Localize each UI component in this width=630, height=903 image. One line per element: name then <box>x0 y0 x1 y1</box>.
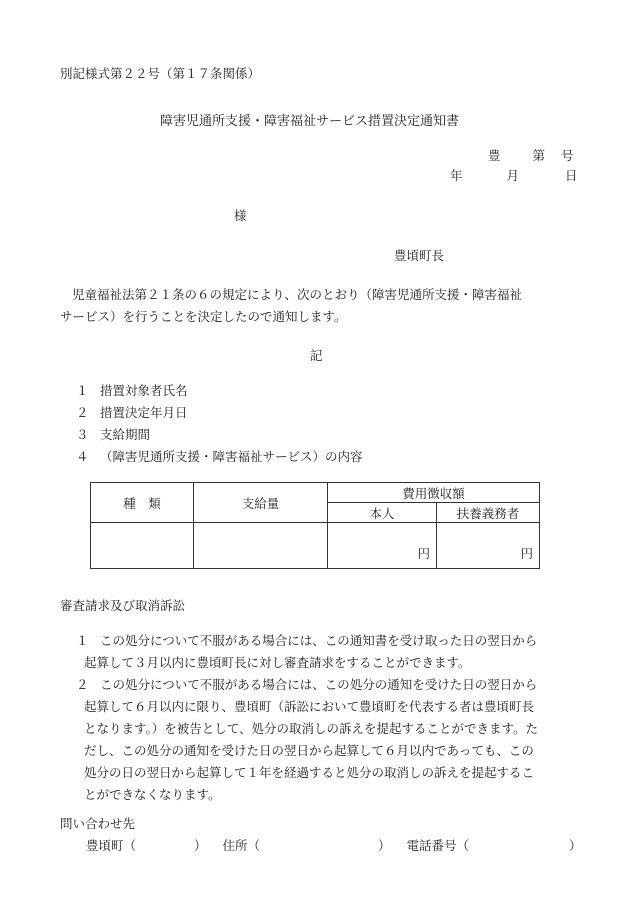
contact-phone-close: ） <box>569 838 582 853</box>
item-text: 支給期間 <box>100 427 151 442</box>
cell-guardian: 円 <box>437 523 540 569</box>
item-number: ２ <box>76 405 89 420</box>
list-item <box>76 380 576 402</box>
contact-town: 豊頃町（ <box>86 838 137 853</box>
list-item <box>76 424 576 446</box>
contact-address: 住所（ <box>222 838 261 853</box>
form-number: 別記様式第２２号（第１７条関係） <box>60 66 261 81</box>
contact-phone: 電話番号（ <box>406 838 470 853</box>
document-number <box>488 146 574 164</box>
appeal-heading: 審査請求及び取消訴訟 <box>60 598 186 613</box>
appeal-line: この処分について不服がある場合には、この通知書を受け取った日の翌日から <box>100 633 538 648</box>
document-title: 障害児通所支援・障害福祉サービス措置決定通知書 <box>160 114 460 129</box>
table-row <box>91 523 540 569</box>
appeal-line: 起算して３月以内に豊頃町長に対し審査請求をすることができます。 <box>84 655 471 670</box>
ki-heading: 記 <box>310 348 323 363</box>
body-line-2: サービス）を行うことを決定したので通知します。 <box>60 309 347 324</box>
appeal-line: 処分の日の翌日から起算して１年を経過すると処分の取消しの訴えを提起するこ <box>84 765 535 780</box>
fee-table <box>90 482 540 569</box>
list-item <box>76 402 576 424</box>
item-text: 措置決定年月日 <box>100 405 188 420</box>
addressee-suffix: 様 <box>234 208 247 223</box>
appeal-item-2 <box>60 674 580 806</box>
doc-number-go: 号 <box>561 148 574 163</box>
header-type: 種 類 <box>91 483 194 523</box>
cell-self: 円 <box>328 523 437 569</box>
item-text: （障害児通所支援・障害福祉サービス）の内容 <box>100 449 363 464</box>
header-amount: 支給量 <box>194 483 328 523</box>
cell-amount <box>194 523 328 569</box>
appeal-number: ２ <box>76 677 89 692</box>
item-number: １ <box>76 383 89 398</box>
item-number: ３ <box>76 427 89 442</box>
date-year: 年 <box>450 168 463 183</box>
header-fee: 費用徴収額 <box>328 483 540 503</box>
appeal-line: だし、この処分の通知を受けた日の翌日から起算して６月以内であっても、この <box>84 743 534 758</box>
cell-type <box>91 523 194 569</box>
date-month: 月 <box>506 168 520 183</box>
appeal-item-1 <box>60 630 580 674</box>
header-guardian: 扶養義務者 <box>437 503 540 523</box>
issuer: 豊頃町長 <box>394 248 445 263</box>
contact-address-close: ） <box>378 838 391 853</box>
list-item <box>76 446 576 468</box>
contact-heading: 問い合わせ先 <box>60 816 136 831</box>
body-line-1: 児童福祉法第２１条の６の規定により、次のとおり（障害児通所支援・障害福祉 <box>72 287 523 302</box>
appeal-number: １ <box>76 633 89 648</box>
appeal-line: となります。）を被告として、処分の取消しの訴えを提起することができます。た <box>84 721 539 736</box>
doc-number-dai: 第 <box>532 148 546 163</box>
appeal-line: 起算して６月以内に限り、豊頃町（訴訟において豊頃町を代表する者は豊頃町長 <box>84 699 535 714</box>
contact-town-close: ） <box>194 838 207 853</box>
date-day: 日 <box>565 168 578 183</box>
item-list <box>76 380 576 468</box>
doc-number-prefix: 豊 <box>488 148 501 163</box>
header-self: 本人 <box>328 503 437 523</box>
date-line <box>450 166 578 184</box>
item-text: 措置対象者氏名 <box>100 383 188 398</box>
contact-line <box>86 836 582 854</box>
body-text <box>60 284 580 328</box>
appeal-line: とができなくなります。 <box>84 787 221 802</box>
appeal-line: この処分について不服がある場合には、この処分の通知を受けた日の翌日から <box>100 677 538 692</box>
item-number: ４ <box>76 449 89 464</box>
